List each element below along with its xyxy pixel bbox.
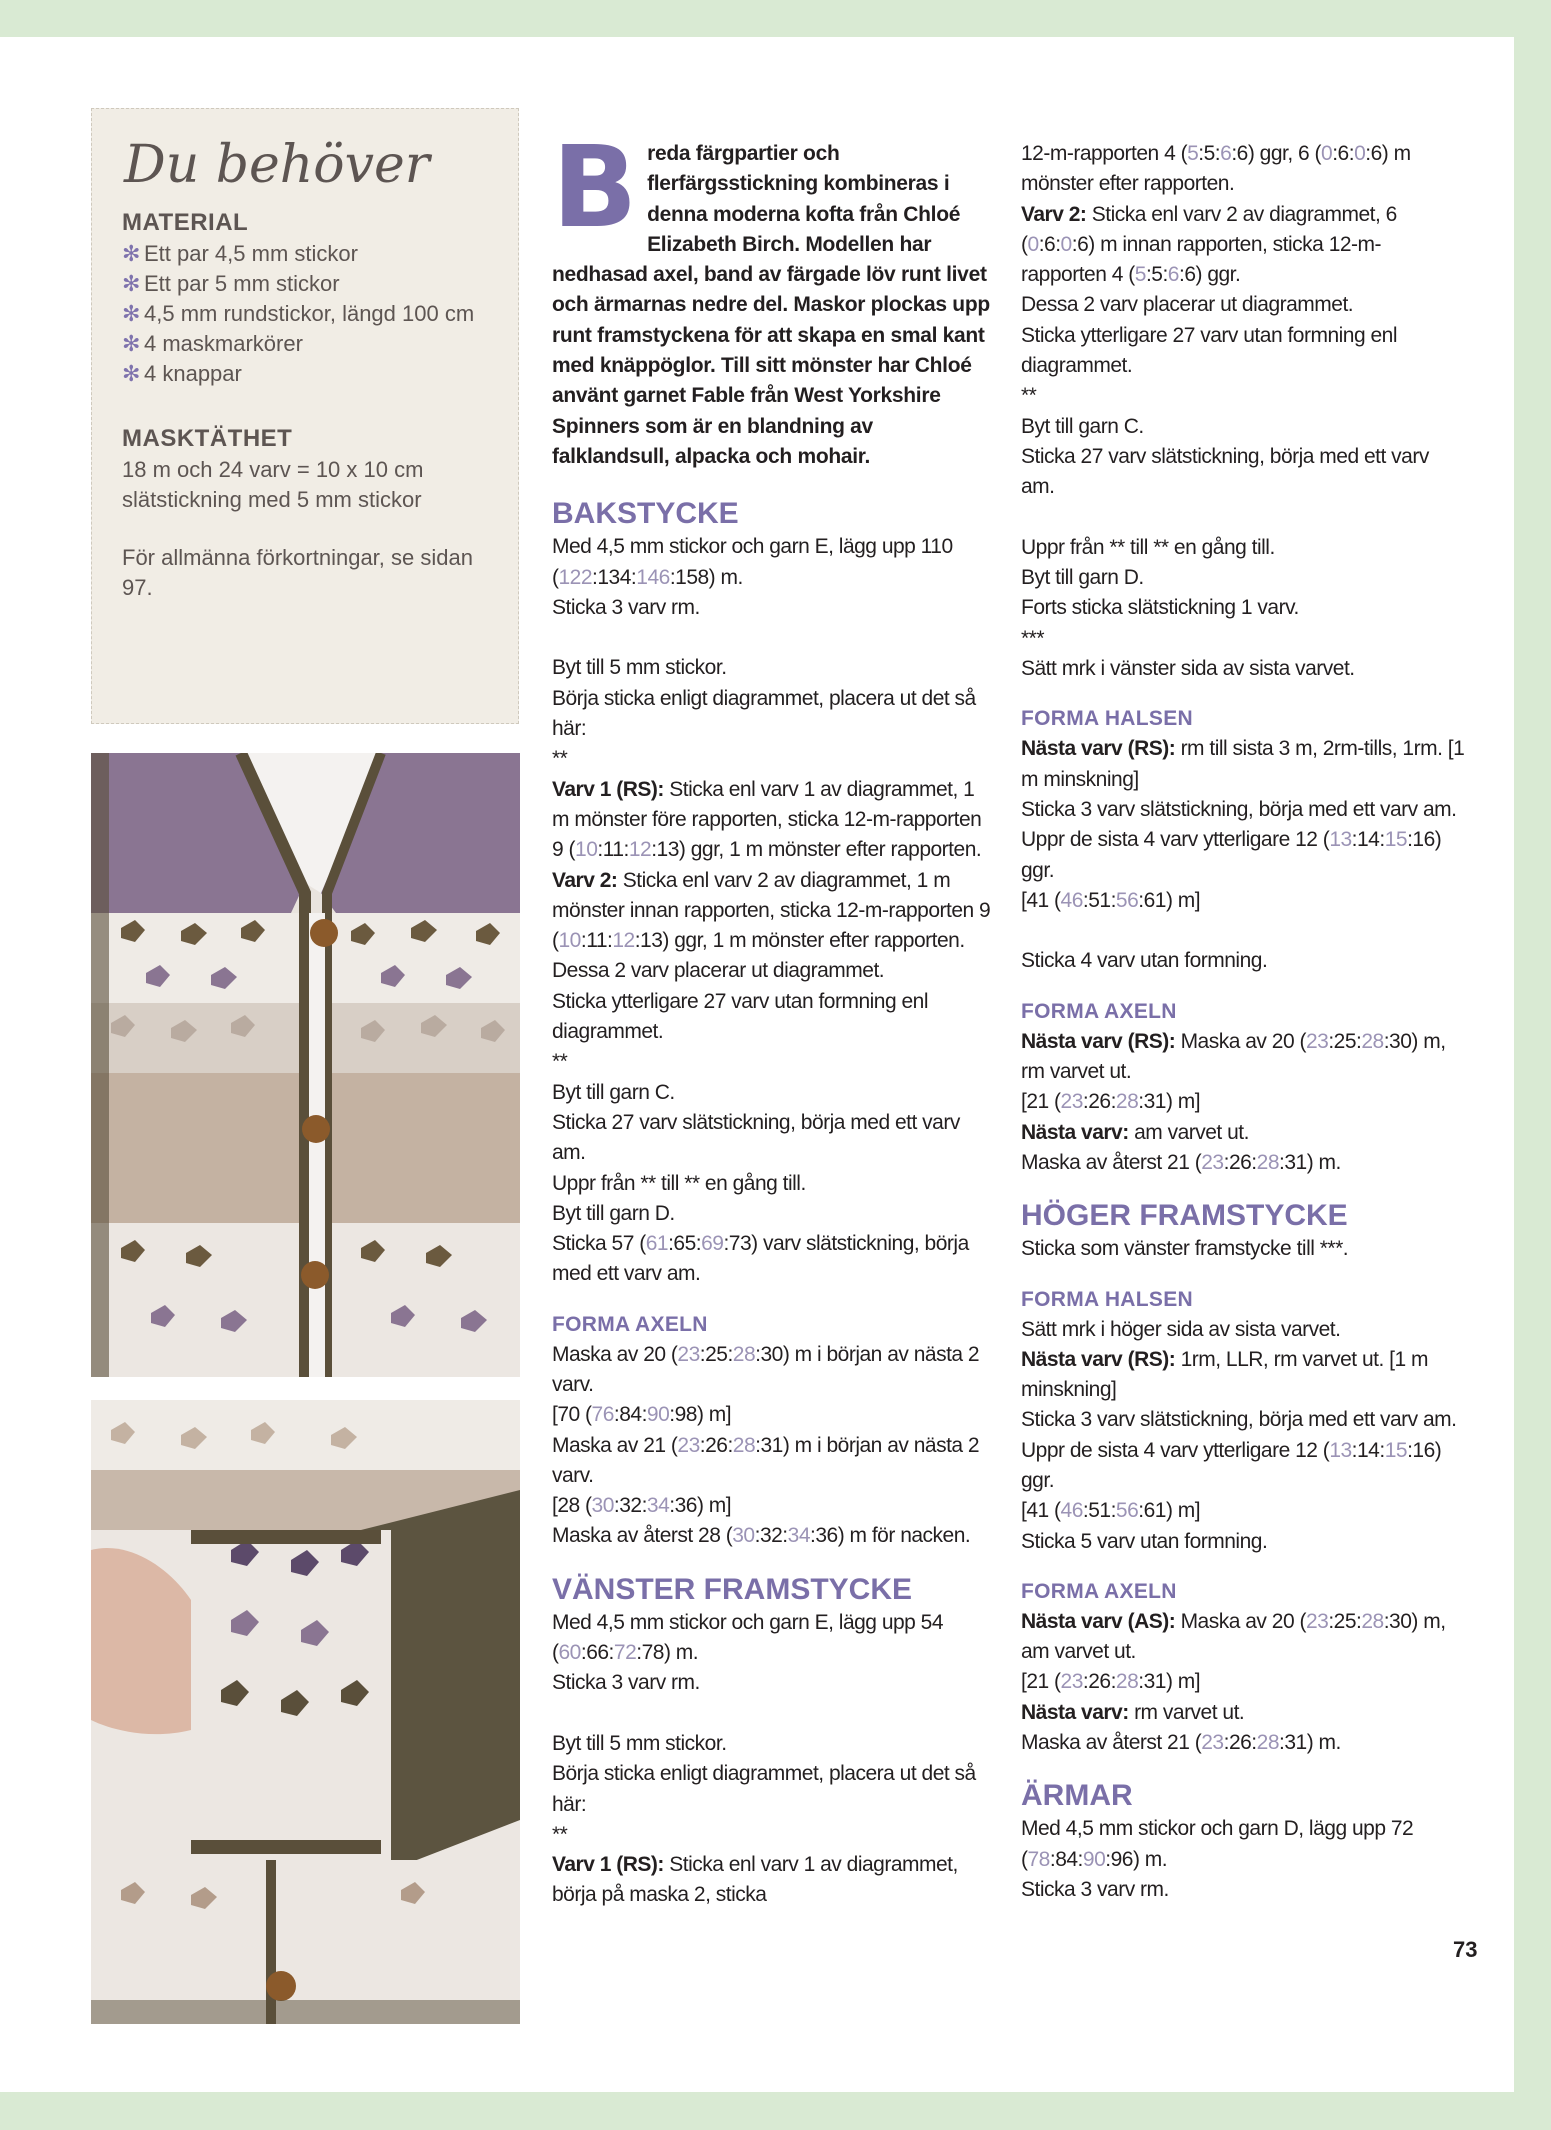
instruction-line: Sticka 57 (61:65:69:73) varv slätstickning, börja med ett varv am. — [552, 1232, 969, 1286]
instruction-line: ** — [552, 1050, 568, 1074]
section-heading: VÄNSTER FRAMSTYCKE — [552, 1572, 913, 1606]
instruction-line: Nästa varv (AS): Maska av 20 (23:25:28:30) m, am varvet ut. — [1021, 1609, 1446, 1664]
instruction-line: Sätt mrk i höger sida av sista varvet. — [1021, 1317, 1341, 1341]
instruction-line: ** — [552, 1822, 568, 1846]
instruction-line: Byt till 5 mm stickor. — [552, 1731, 727, 1755]
instruction-line: [41 (46:51:56:61) m] — [1021, 1499, 1201, 1523]
instruction-line: Byt till garn D. — [1021, 566, 1144, 590]
instruction-line: ** — [1021, 384, 1037, 408]
section-heading: HÖGER FRAMSTYCKE — [1021, 1199, 1348, 1233]
instruction-line: [41 (46:51:56:61) m] — [1021, 888, 1201, 912]
instruction-line: Byt till 5 mm stickor. — [552, 656, 727, 680]
instruction-line: Uppr från ** till ** en gång till. — [1021, 535, 1275, 559]
gauge-text: 18 m och 24 varv = 10 x 10 cm slätstickning med 5 mm stickor — [122, 457, 424, 512]
material-list — [122, 239, 508, 389]
instruction-line: Uppr från ** till ** en gång till. — [552, 1171, 806, 1195]
instruction-line: Med 4,5 mm stickor och garn E, lägg upp 110 (122:134:146:158) m. — [552, 535, 953, 589]
instruction-line: Sticka 5 varv utan formning. — [1021, 1529, 1268, 1553]
gauge-heading: MASKTÄTHET — [122, 425, 293, 452]
instruction-line: Sticka som vänster framstycke till ***. — [1021, 1237, 1349, 1261]
instruction-line: Uppr de sista 4 varv ytterligare 12 (13:14:15:16) ggr. — [1021, 1438, 1442, 1492]
instruction-line: Börja sticka enligt diagrammet, placera ut det så här: — [552, 686, 976, 741]
asterisk-bullet-icon: ✻ — [122, 331, 141, 356]
instruction-line: Sticka 27 varv slätstickning, börja med ett varv am. — [552, 1110, 960, 1165]
instruction-line: Sätt mrk i vänster sida av sista varvet. — [1021, 657, 1355, 681]
instruction-line: Med 4,5 mm stickor och garn D, lägg upp 72 (78:84:90:96) m. — [1021, 1817, 1414, 1871]
instruction-line: Maska av 21 (23:26:28:31) m i början av nästa 2 varv. — [552, 1433, 980, 1487]
asterisk-bullet-icon: ✻ — [122, 241, 141, 266]
instruction-line: Sticka 3 varv slätstickning, börja med ett varv am. — [1021, 1408, 1457, 1432]
instruction-line: Börja sticka enligt diagrammet, placera ut det så här: — [552, 1762, 976, 1816]
instruction-line: Sticka ytterligare 27 varv utan formning enl diagrammet. — [1021, 323, 1398, 378]
instruction-line: Maska av återst 28 (30:32:34:36) m för nacken. — [552, 1524, 971, 1548]
instruction-line: [70 (76:84:90:98) m] — [552, 1403, 732, 1427]
instruction-line: Sticka 3 varv rm. — [552, 1671, 700, 1695]
instruction-line: Sticka 4 varv utan formning. — [1021, 949, 1268, 973]
section-heading: ÄRMAR — [1021, 1779, 1133, 1813]
instruction-line: Nästa varv (RS): 1rm, LLR, rm varvet ut. [1 m minskning] — [1021, 1347, 1428, 1402]
intro-paragraph — [552, 123, 992, 472]
material-item: ✻ Ett par 5 mm stickor — [122, 269, 508, 299]
instruction-line: Med 4,5 mm stickor och garn E, lägg upp 54 (60:66:72:78) m. — [552, 1610, 944, 1665]
pattern-column-2 — [1021, 139, 1465, 1905]
instruction-line: Varv 2: Sticka enl varv 2 av diagrammet, 1 m mönster innan rapporten, sticka 12-m-rapporten 9 (10:11:12:13) ggr, 1 m mönster efter rapporten. — [552, 868, 991, 953]
instruction-line: Nästa varv: am varvet ut. — [1021, 1120, 1249, 1144]
instruction-line: Byt till garn C. — [552, 1080, 675, 1104]
materials-box — [91, 108, 519, 724]
page-number: 73 — [1453, 1937, 1478, 1962]
instruction-line: [21 (23:26:28:31) m] — [1021, 1670, 1201, 1694]
instruction-line: Uppr de sista 4 varv ytterligare 12 (13:14:15:16) ggr. — [1021, 828, 1442, 882]
material-item: ✻ 4 maskmarkörer — [122, 329, 508, 359]
instruction-line: 12-m-rapporten 4 (5:5:6:6) ggr, 6 (0:6:0:6) m mönster efter rapporten. — [1021, 142, 1411, 196]
instruction-line: Sticka 3 varv slätstickning, börja med ett varv am. — [1021, 797, 1457, 821]
instruction-line: Varv 1 (RS): Sticka enl varv 1 av diagrammet, börja på maska 2, sticka — [552, 1853, 958, 1907]
instruction-line: Byt till garn C. — [1021, 414, 1144, 438]
instruction-line: Nästa varv: rm varvet ut. — [1021, 1700, 1245, 1724]
instruction-line: Dessa 2 varv placerar ut diagrammet. — [1021, 293, 1354, 317]
instruction-line: Byt till garn D. — [552, 1201, 675, 1225]
subsection-heading: FORMA AXELN — [552, 1312, 708, 1336]
section-heading: BAKSTYCKE — [552, 497, 739, 531]
instruction-line: *** — [1021, 626, 1045, 650]
asterisk-bullet-icon: ✻ — [122, 361, 141, 386]
material-item: ✻ Ett par 4,5 mm stickor — [122, 239, 508, 269]
instruction-line: Sticka 3 varv rm. — [552, 595, 700, 619]
subsection-heading: FORMA HALSEN — [1021, 707, 1193, 731]
subsection-heading: FORMA AXELN — [1021, 1579, 1177, 1603]
instruction-line: Sticka 3 varv rm. — [1021, 1877, 1169, 1901]
instruction-line: Forts sticka slätstickning 1 varv. — [1021, 596, 1299, 620]
instruction-line: Maska av återst 21 (23:26:28:31) m. — [1021, 1150, 1341, 1174]
abbreviations-note: För allmänna förkortningar, se sidan 97. — [122, 545, 473, 600]
subsection-heading: FORMA HALSEN — [1021, 1287, 1193, 1311]
instruction-line: Sticka ytterligare 27 varv utan formning enl diagrammet. — [552, 989, 929, 1044]
instruction-line: Nästa varv (RS): Maska av 20 (23:25:28:30) m, rm varvet ut. — [1021, 1029, 1446, 1084]
instruction-line: Nästa varv (RS): rm till sista 3 m, 2rm-tills, 1rm. [1 m minskning] — [1021, 737, 1465, 791]
material-item: ✻ 4 knappar — [122, 359, 508, 389]
instruction-line: [21 (23:26:28:31) m] — [1021, 1090, 1201, 1114]
box-title: Du behöver — [124, 135, 430, 195]
instruction-line: [28 (30:32:34:36) m] — [552, 1494, 732, 1518]
subsection-heading: FORMA AXELN — [1021, 999, 1177, 1023]
asterisk-bullet-icon: ✻ — [122, 271, 141, 296]
instruction-line: Varv 2: Sticka enl varv 2 av diagrammet, 6 (0:6:0:6) m innan rapporten, sticka 12-m-rapporten 4 (5:5:6:6) ggr. — [1021, 202, 1397, 287]
drop-cap: B — [552, 123, 638, 253]
instruction-line: Dessa 2 varv placerar ut diagrammet. — [552, 959, 885, 983]
instruction-line: ** — [552, 747, 568, 771]
instruction-line: Varv 1 (RS): Sticka enl varv 1 av diagrammet, 1 m mönster före rapporten, sticka 12-m-rapporten 9 (10:11:12:13) ggr, 1 m mönster efter rapporten. — [552, 777, 982, 862]
instruction-line: Maska av återst 21 (23:26:28:31) m. — [1021, 1731, 1341, 1755]
instruction-line: Maska av 20 (23:25:28:30) m i början av nästa 2 varv. — [552, 1342, 980, 1396]
sleeve-detail-photo — [91, 1400, 520, 2024]
material-heading: MATERIAL — [122, 209, 249, 236]
material-item: ✻ 4,5 mm rundstickor, längd 100 cm — [122, 299, 508, 329]
asterisk-bullet-icon: ✻ — [122, 301, 141, 326]
cardigan-front-photo — [91, 753, 520, 1377]
instruction-line: Sticka 27 varv slätstickning, börja med ett varv am. — [1021, 444, 1429, 499]
pattern-column-1 — [552, 123, 992, 1911]
intro-text: reda färgpartier och flerfärgsstickning kombineras i denna moderna kofta från Chloé Elizabeth Birch. Modellen har nedhasad axel, band av färgade löv runt livet och ärmarnas nedre del. Maskor plockas upp runt framstyckena för att skapa en smal kant med knäppöglor. Till sitt mönster har Chloé använt garnet Fable från West Yorkshire Spinners som är en blandning av falklandsull, alpacka och mohair. — [552, 142, 990, 468]
